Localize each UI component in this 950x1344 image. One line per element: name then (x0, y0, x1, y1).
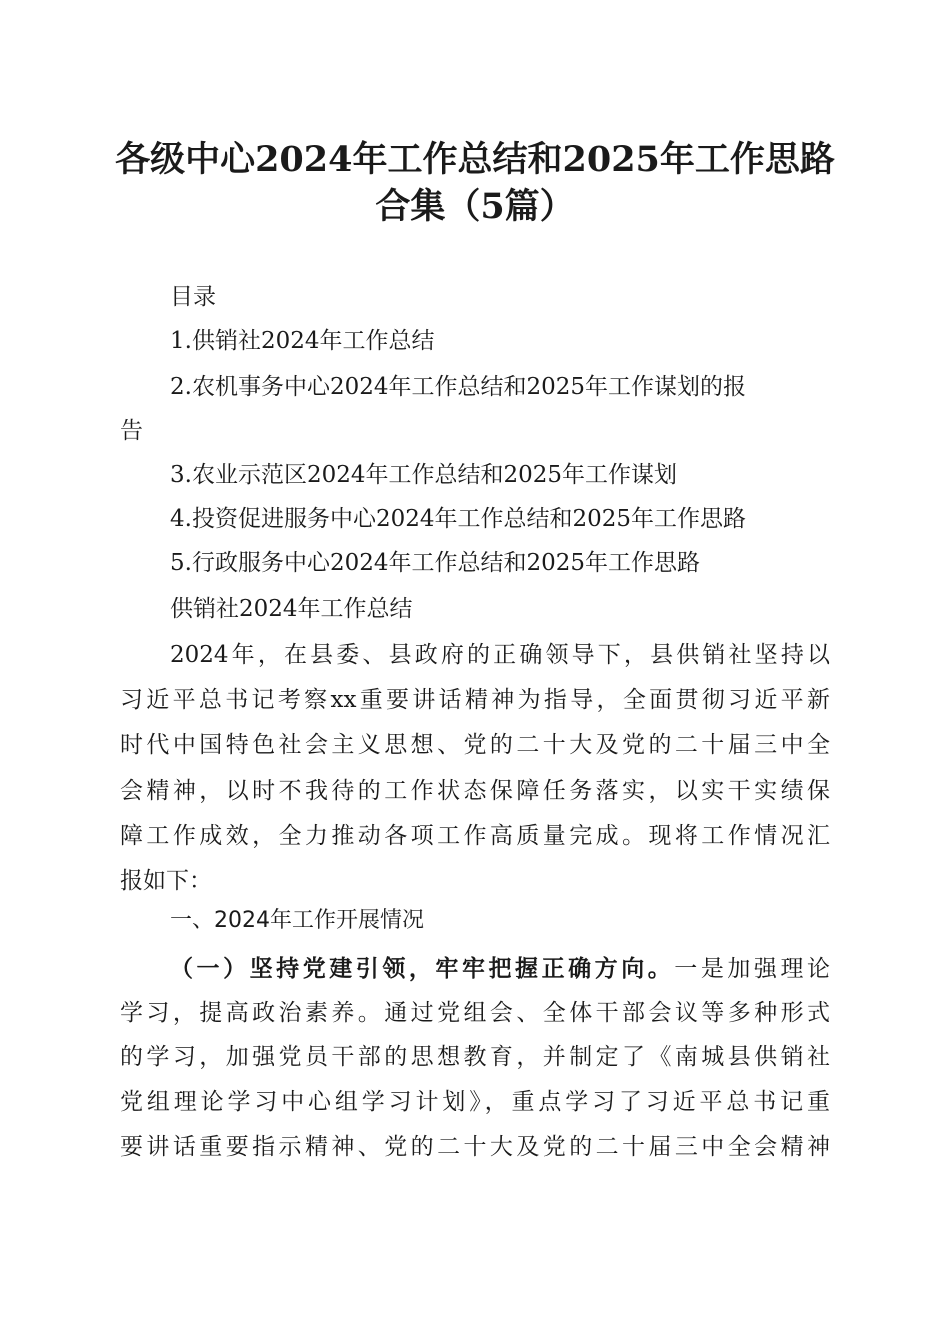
toc-item: 4.投资促进服务中心2024年工作总结和2025年工作思路 (170, 506, 747, 532)
para-1-line: 党组理论学习中心组学习计划》，重点学习了习近平总书记重 (120, 1089, 830, 1115)
para-1-line: 学习，提高政治素养。通过党组会、全体干部会议等多种形式 (120, 1000, 830, 1026)
toc-item-continuation: 告 (120, 418, 143, 444)
intro-line: 习近平总书记考察xx重要讲话精神为指导，全面贯彻习近平新 (120, 687, 830, 713)
toc-item: 5.行政服务中心2024年工作总结和2025年工作思路 (170, 550, 701, 576)
document-title-line-1: 各级中心2024年工作总结和2025年工作思路 (115, 139, 835, 180)
document-title-line-2: 合集（5篇） (375, 186, 575, 227)
para-1-lead: （一）坚持党建引领，牢牢把握正确方向。 (170, 955, 675, 982)
intro-line: 障工作成效，全力推动各项工作高质量完成。现将工作情况汇 (120, 823, 830, 849)
toc-item: 3.农业示范区2024年工作总结和2025年工作谋划 (170, 462, 678, 488)
section-title: 供销社2024年工作总结 (170, 596, 413, 622)
para-1-line: 的学习，加强党员干部的思想教育，并制定了《南城县供销社 (120, 1044, 830, 1070)
toc-item: 2.农机事务中心2024年工作总结和2025年工作谋划的报 (170, 374, 747, 400)
intro-line: 报如下： (120, 868, 212, 894)
intro-line: 时代中国特色社会主义思想、党的二十大及党的二十届三中全 (120, 732, 830, 758)
intro-line: 2024年，在县委、县政府的正确领导下，县供销社坚持以 (170, 642, 830, 668)
para-1-line: 要讲话重要指示精神、党的二十大及党的二十届三中全会精神 (120, 1134, 830, 1160)
intro-line: 会精神，以时不我待的工作状态保障任务落实，以实干实绩保 (120, 778, 830, 804)
para-1-first-rest: 一是加强理论 (674, 956, 830, 982)
toc-heading: 目录 (170, 284, 216, 310)
para-1-first-line (170, 954, 830, 984)
heading-1: 一、2024年工作开展情况 (170, 908, 424, 933)
toc-item: 1.供销社2024年工作总结 (170, 328, 435, 354)
